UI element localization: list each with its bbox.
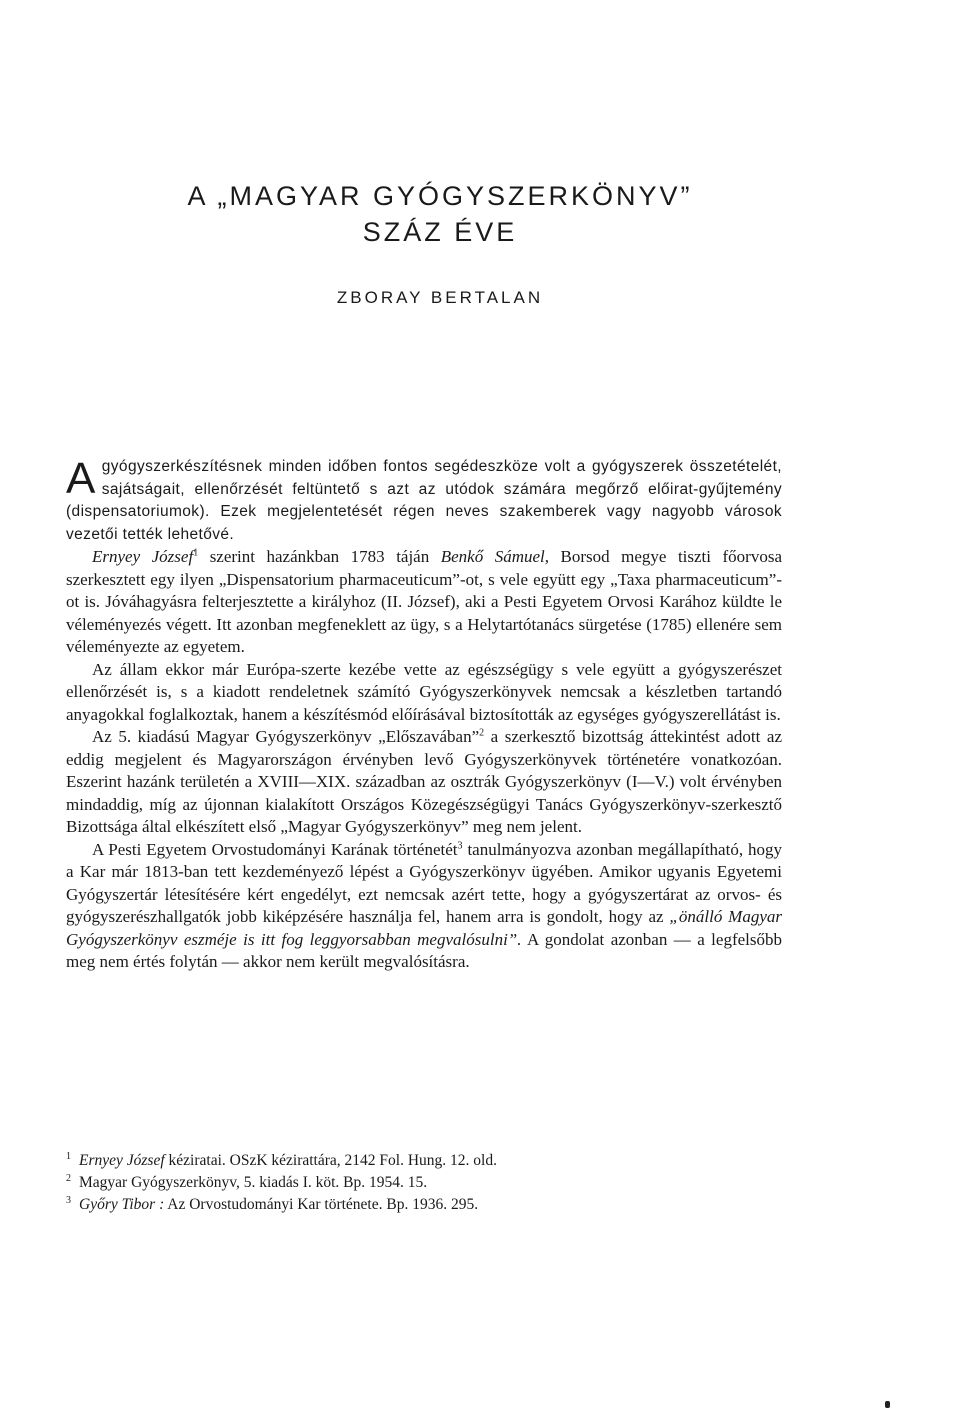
article-title-line-1: A „MAGYAR GYÓGYSZERKÖNYV” [187, 181, 693, 211]
author-ref-ernyey: Ernyey József [92, 547, 194, 566]
footnote-number: 3 [66, 1194, 71, 1206]
footnote-text: kéziratai. OSzK kézirattára, 2142 Fol. Hung. 12. old. [164, 1152, 497, 1169]
article-body [66, 456, 782, 974]
paragraph-5-text-b: tanulmányozva azonban megállapítható, hogy a Kar már 1813-ban tett kezdeményező lépést a Gyógyszerkönyv ügyében. Amikor ugyanis Egyetemi Gyógyszertár létesítésére kért engedélyt, ezt nemcsak azért tette, hogy a gyógyszertárat az orvos- és gyógyszerészhallgatók jobb kiképzésére használja fel, hanem arra is gondolt, hogy az [66, 839, 782, 926]
paragraph-5 [66, 839, 782, 974]
paragraph-2-text-b: , Borsod megye tiszti főorvosa szerkesztett egy ilyen „Dispensatorium pharmaceuticum”-ot, s vele együtt egy „Taxa pharmaceuticum”-ot is. Jóváhagyásra felterjesztette a királyhoz (II. József), aki a Pesti Egyetem Orvosi Karához küldte le véleményezés végett. Itt azonban megfeneklett az ügy, s a Helytartótanács sürgetése (1785) ellenére sem véleményezte az egyetem. [66, 547, 782, 656]
footnotes [66, 1150, 782, 1216]
quoted-phrase: „önálló Magyar Gyógyszerkönyv eszméje is itt fog leggyorsabban megvalósulni”. [66, 907, 782, 949]
paragraph-1 [66, 456, 782, 546]
paragraph-4-text-a: Az 5. kiadású Magyar Gyógyszerkönyv „Előszavában” [92, 727, 480, 746]
paragraph-4-text-b: a szerkesztő bizottság áttekintést adott az eddig megjelent és Magyarországon érvényben levő Gyógyszerkönyvek történetére vonatkozóan. Eszerint hazánk területén a XVIII—XIX. században az osztrák Gyógyszerkönyv (I—V.) volt érvényben mindaddig, míg az újonnan kialakított Országos Közegészségügyi Tanács Gyógyszerkönyv-szerkesztő Bizottsága által elkészített első „Magyar Gyógyszerkönyv” meg nem jelent. [66, 727, 782, 836]
footnote-text: Az Orvostudományi Kar története. Bp. 1936. 295. [164, 1196, 479, 1213]
footnote-number: 2 [66, 1172, 71, 1184]
paragraph-2 [66, 546, 782, 659]
footnote-author: Győry Tibor : [79, 1196, 165, 1213]
paragraph-4 [66, 726, 782, 839]
footnote-2 [66, 1172, 782, 1194]
paragraph-1-text: gyógyszerkészítésnek minden időben fontos segédeszköze volt a gyógyszerek összetételét, sajátságait, ellenőrzését feltüntető s azt az utódok számára megőrző előirat-gyűjtemény (dispensatoriumok). Ezek megjelentetését régen neves szakemberek vagy nagyobb városok vezetői tették lehetővé. [66, 458, 782, 543]
paragraph-3: Az állam ekkor már Európa-szerte kezébe vette az egészségügy s vele együtt a gyógyszerészet ellenőrzését is, s a kiadott rendeletnek számító Gyógyszerkönyvek nemcsak a készletben tartandó anyagokkal foglalkoztak, hanem a készítésmód előírásával biztosították az egységes gyógyszerellátást is. [66, 659, 782, 724]
footnote-3 [66, 1194, 782, 1216]
footnote-ref-3[interactable]: 3 [457, 839, 463, 851]
footnote-text: Magyar Gyógyszerkönyv, 5. kiadás I. köt. Bp. 1954. 15. [79, 1174, 428, 1191]
footnote-ref-2[interactable]: 2 [479, 727, 485, 739]
footnote-1 [66, 1150, 782, 1172]
paragraph-5-text-a: A Pesti Egyetem Orvostudományi Karának történetét [92, 839, 458, 859]
paragraph-2-text-a: szerint hazánkban 1783 táján [198, 547, 441, 566]
person-benko: Benkő Sámuel [440, 547, 545, 566]
footnote-ref-1[interactable]: 1 [193, 547, 199, 559]
footnote-number: 1 [66, 1150, 71, 1162]
article-title-line-2: SZÁZ ÉVE [362, 217, 518, 247]
drop-cap: A [66, 454, 96, 503]
scan-speck [885, 1401, 890, 1408]
paragraph-5-text-c: A gondolat azonban — a legfelsőbb meg nem értés folytán — akkor nem került megvalósításra. [66, 929, 782, 971]
author-name: ZBORAY BERTALAN [336, 288, 544, 307]
footnote-author: Ernyey József [79, 1152, 165, 1169]
